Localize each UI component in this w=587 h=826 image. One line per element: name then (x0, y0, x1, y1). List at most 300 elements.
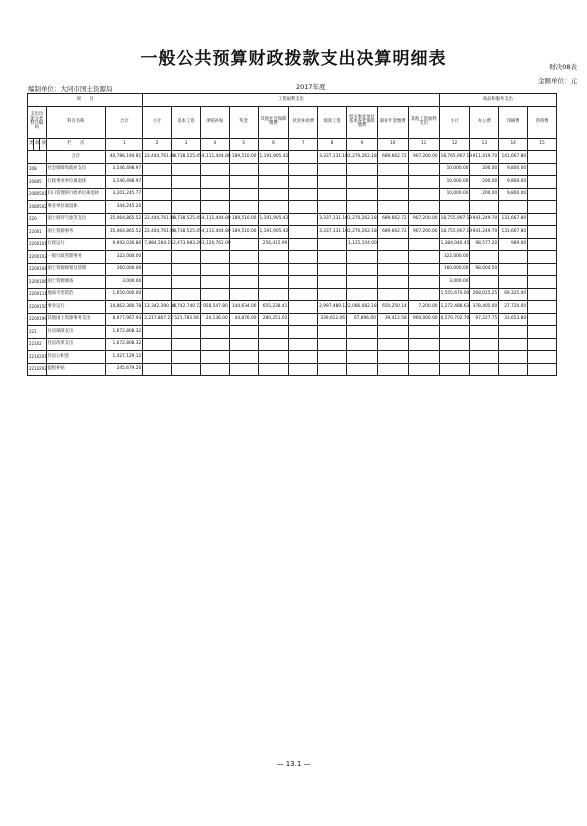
col-num-13: 13 (470, 138, 499, 151)
row-value-col-1: 322,000.00 (106, 251, 143, 264)
row-value-col-9: 2,270,262.18 (346, 151, 377, 164)
row-value-col-1: 245,679.20 (106, 363, 143, 376)
row-value-col-12 (439, 201, 470, 214)
row-code: 220 (28, 213, 47, 226)
row-value-col-5 (229, 201, 258, 214)
row-value-col-9 (346, 326, 377, 339)
row-value-col-9: 2,086,082.18 (346, 301, 377, 314)
row-value-col-7 (289, 201, 318, 214)
row-name: 住房改革支出 (46, 338, 106, 351)
row-value-col-7 (289, 263, 318, 276)
row-name: 归口管理的行政单位离退休 (46, 188, 106, 201)
row-value-col-5 (229, 188, 258, 201)
row-value-col-2 (143, 201, 172, 214)
row-value-col-6 (258, 338, 289, 351)
row-value-col-15 (528, 276, 557, 289)
row-value-col-3: 521,783.56 (172, 313, 201, 326)
table-row (28, 226, 557, 239)
col-num-9: 9 (346, 138, 377, 151)
row-value-col-10: 689,662.72 (377, 151, 408, 164)
row-code: 208 (28, 163, 47, 176)
header-lei: 类 (28, 138, 34, 151)
row-value-col-10 (377, 351, 408, 364)
header-code: 支出功能分类科目编码 (28, 106, 47, 138)
col-num-4: 4 (200, 138, 229, 151)
row-value-col-7 (289, 151, 318, 164)
row-value-col-10 (377, 238, 408, 251)
row-value-col-6 (258, 201, 289, 214)
row-value-col-7 (289, 238, 318, 251)
row-value-col-14: 131,667.80 (499, 213, 528, 226)
row-value-col-10: 39,412.58 (377, 313, 408, 326)
currency-unit: 金额单位：元 (538, 77, 577, 85)
row-value-col-4 (200, 338, 229, 351)
row-value-col-15 (528, 288, 557, 301)
row-value-col-3: 2,473,983.20 (172, 238, 201, 251)
row-value-col-3 (172, 288, 201, 301)
row-value-col-13 (470, 338, 499, 351)
row-value-col-15 (528, 163, 557, 176)
row-name: 住房保障支出 (46, 326, 106, 339)
row-value-col-6: 256,415.99 (258, 238, 289, 251)
col-num-8: 8 (318, 138, 347, 151)
row-value-col-12: 1,272,488.63 (439, 301, 470, 314)
row-value-col-5 (229, 326, 258, 339)
row-code: 2200102 (28, 251, 47, 264)
row-value-col-3 (172, 188, 201, 201)
row-code: 2080501 (28, 188, 47, 201)
col-num-12: 12 (439, 138, 470, 151)
row-value-col-1: 3,546,498.97 (106, 176, 143, 189)
row-name: 事业单位离退休 (46, 201, 106, 214)
row-value-col-12: 10,000.00 (439, 176, 470, 189)
row-value-col-4: 4,111,444.80 (200, 226, 229, 239)
row-value-col-15 (528, 263, 557, 276)
row-value-col-5 (229, 263, 258, 276)
row-code: 20805 (28, 176, 47, 189)
row-value-col-6 (258, 288, 289, 301)
row-value-col-15 (528, 251, 557, 264)
table-row (28, 313, 557, 326)
row-value-col-1: 344,245.20 (106, 201, 143, 214)
row-value-col-8 (318, 263, 347, 276)
row-value-col-2 (143, 188, 172, 201)
row-value-col-1: 14,862,380.78 (106, 301, 143, 314)
table-row (28, 188, 557, 201)
row-value-col-8 (318, 338, 347, 351)
row-value-col-13 (470, 251, 499, 264)
row-value-col-3 (172, 176, 201, 189)
row-value-col-10 (377, 201, 408, 214)
row-value-col-1: 1,672,808.32 (106, 338, 143, 351)
row-value-col-7 (289, 363, 318, 376)
row-value-col-5 (229, 276, 258, 289)
row-value-col-8 (318, 188, 347, 201)
row-value-col-8 (318, 238, 347, 251)
row-value-col-2 (143, 326, 172, 339)
header-kuan: 款 (34, 138, 40, 151)
col-num-6: 6 (258, 138, 289, 151)
table-row (28, 213, 557, 226)
row-value-col-6 (258, 263, 289, 276)
row-name: 地质灾害防治 (46, 288, 106, 301)
row-value-col-12: 10,000.00 (439, 188, 470, 201)
row-value-col-10 (377, 363, 408, 376)
row-code (28, 151, 47, 164)
row-value-col-3: 8,738,525.45 (172, 226, 201, 239)
row-value-col-13: 200.00 (470, 163, 499, 176)
row-value-col-9: 2,270,262.18 (346, 226, 377, 239)
row-value-col-7 (289, 351, 318, 364)
page-number: — 13.1 — (276, 760, 311, 768)
row-value-col-5 (229, 288, 258, 301)
row-value-col-11 (408, 263, 439, 276)
row-value-col-12: 18,765,907.19 (439, 151, 470, 164)
row-value-col-2 (143, 363, 172, 376)
row-value-col-14: 141,667.80 (499, 151, 528, 164)
row-value-col-1: 160,000.00 (106, 263, 143, 276)
row-code: 2200101 (28, 238, 47, 251)
row-value-col-12: 18,755,907.19 (439, 213, 470, 226)
table-row (28, 363, 557, 376)
row-value-col-1: 3,201,245.77 (106, 188, 143, 201)
header-sub-1: 基本工资 (172, 106, 201, 138)
header-lan-ci: 栏 次 (46, 138, 106, 151)
row-value-col-1: 8,977,967.93 (106, 313, 143, 326)
row-value-col-11: 907,200.00 (408, 226, 439, 239)
col-num-15: 15 (528, 138, 557, 151)
row-value-col-3: 8,738,525.45 (172, 213, 201, 226)
row-value-col-9 (346, 276, 377, 289)
row-value-col-3 (172, 163, 201, 176)
row-code: 2200150 (28, 301, 47, 314)
col-num-3: 3 (172, 138, 201, 151)
row-value-col-6 (258, 163, 289, 176)
row-value-col-2 (143, 351, 172, 364)
row-value-col-11 (408, 251, 439, 264)
row-value-col-10 (377, 263, 408, 276)
header-sub-7: 机关事业单位基本养老保险缴费 (346, 106, 377, 138)
row-value-col-9: 67,896.00 (346, 313, 377, 326)
header-total: 合计 (106, 106, 143, 138)
row-value-col-11: 907,200.00 (408, 151, 439, 164)
row-value-col-13: 200.00 (470, 176, 499, 189)
row-value-col-5 (229, 238, 258, 251)
header-sub-10: 小计 (439, 106, 470, 138)
row-value-col-3 (172, 338, 201, 351)
row-value-col-6 (258, 188, 289, 201)
row-value-col-15 (528, 301, 557, 314)
row-value-col-8 (318, 201, 347, 214)
row-value-col-2 (143, 288, 172, 301)
row-value-col-10 (377, 338, 408, 351)
row-value-col-1: 35,464,865.52 (106, 226, 143, 239)
row-code: 2200111 (28, 288, 47, 301)
row-value-col-7 (289, 213, 318, 226)
row-code: 2080502 (28, 201, 47, 214)
row-name: 行政运行 (46, 238, 106, 251)
row-value-col-3 (172, 351, 201, 364)
row-value-col-11 (408, 163, 439, 176)
row-value-col-8: 3,337,131.10 (318, 151, 347, 164)
row-value-col-14: 9,800.00 (499, 163, 528, 176)
row-value-col-12: 3,000.00 (439, 276, 470, 289)
row-value-col-3 (172, 201, 201, 214)
row-value-col-13 (470, 326, 499, 339)
row-value-col-9 (346, 351, 377, 364)
row-value-col-13: 97,227.75 (470, 313, 499, 326)
row-value-col-12: 1,384,046.45 (439, 238, 470, 251)
row-value-col-1: 3,546,498.97 (106, 163, 143, 176)
table-row (28, 251, 557, 264)
row-value-col-1: 3,000.00 (106, 276, 143, 289)
row-value-col-11 (408, 363, 439, 376)
header-sub-9: 其他工资福利支出 (408, 106, 439, 138)
table-row (28, 176, 557, 189)
row-value-col-2: 2,217,807.22 (143, 313, 172, 326)
row-value-col-6 (258, 326, 289, 339)
row-value-col-11: 7,200.00 (408, 301, 439, 314)
row-value-col-9: 2,270,262.18 (346, 213, 377, 226)
row-value-col-6: 655,238.41 (258, 301, 289, 314)
row-value-col-3: 4,742,740.72 (172, 301, 201, 314)
row-value-col-4: 3,126,761.00 (200, 238, 229, 251)
row-value-col-12: 160,000.00 (439, 263, 470, 276)
row-value-col-12 (439, 338, 470, 351)
col-num-10: 10 (377, 138, 408, 151)
row-value-col-4 (200, 263, 229, 276)
row-value-col-9 (346, 163, 377, 176)
row-value-col-15 (528, 188, 557, 201)
row-value-col-5: 189,510.00 (229, 213, 258, 226)
col-num-2: 2 (143, 138, 172, 151)
row-value-col-2 (143, 163, 172, 176)
row-value-col-14 (499, 326, 528, 339)
row-value-col-13: 268,025.25 (470, 288, 499, 301)
table-row (28, 301, 557, 314)
row-value-col-15 (528, 338, 557, 351)
compiling-unit: 编制单位：大同市国土资源局 (28, 85, 113, 93)
row-value-col-12 (439, 326, 470, 339)
row-code: 2200199 (28, 313, 47, 326)
row-value-col-14: 69,325.00 (499, 288, 528, 301)
row-value-col-14 (499, 201, 528, 214)
row-value-col-6: 1,191,905.42 (258, 226, 289, 239)
table-row (28, 351, 557, 364)
row-value-col-9: 1,125,104.00 (346, 238, 377, 251)
expenditure-table (27, 93, 557, 376)
row-name: 住房公积金 (46, 351, 106, 364)
table-row (28, 276, 557, 289)
row-value-col-7 (289, 188, 318, 201)
row-value-col-8 (318, 351, 347, 364)
row-value-col-14 (499, 251, 528, 264)
row-value-col-13: 941,249.70 (470, 226, 499, 239)
row-value-col-15 (528, 313, 557, 326)
row-value-col-4 (200, 163, 229, 176)
row-value-col-14 (499, 263, 528, 276)
row-value-col-2: 7,884,564.15 (143, 238, 172, 251)
table-row (28, 288, 557, 301)
row-value-col-2 (143, 176, 172, 189)
row-value-col-11 (408, 351, 439, 364)
row-value-col-13 (470, 351, 499, 364)
col-num-14: 14 (499, 138, 528, 151)
row-value-col-3 (172, 363, 201, 376)
table-row (28, 201, 557, 214)
row-value-col-6 (258, 251, 289, 264)
row-value-col-12: 322,000.00 (439, 251, 470, 264)
row-value-col-14: 989.00 (499, 238, 528, 251)
row-value-col-5: 189,510.00 (229, 226, 258, 239)
row-value-col-12: 6,570,702.70 (439, 313, 470, 326)
header-xiang: 项 (40, 138, 46, 151)
row-value-col-15 (528, 151, 557, 164)
row-value-col-9 (346, 263, 377, 276)
header-sub-0: 小计 (143, 106, 172, 138)
row-value-col-12 (439, 363, 470, 376)
header-project: 项 目 (28, 94, 143, 107)
row-value-col-6 (258, 351, 289, 364)
row-value-col-4 (200, 363, 229, 376)
row-name: 其他国土资源事务支出 (46, 313, 106, 326)
row-value-col-9 (346, 363, 377, 376)
row-value-col-3: 8,738,525.45 (172, 151, 201, 164)
row-value-col-8 (318, 276, 347, 289)
row-name: 社会保障和就业支出 (46, 163, 106, 176)
row-value-col-4: 958,547.80 (200, 301, 229, 314)
row-value-col-15 (528, 176, 557, 189)
row-value-col-14 (499, 338, 528, 351)
row-value-col-13: 941,249.70 (470, 213, 499, 226)
row-value-col-4 (200, 276, 229, 289)
row-value-col-14: 9,800.00 (499, 188, 528, 201)
row-value-col-4 (200, 326, 229, 339)
row-value-col-2 (143, 263, 172, 276)
row-value-col-2 (143, 251, 172, 264)
row-value-col-8 (318, 326, 347, 339)
col-num-1: 1 (106, 138, 143, 151)
row-name: 提租补贴 (46, 363, 106, 376)
row-value-col-13: 378,405.00 (470, 301, 499, 314)
row-value-col-10 (377, 276, 408, 289)
row-value-col-3 (172, 326, 201, 339)
row-value-col-15 (528, 226, 557, 239)
row-value-col-1: 35,464,865.52 (106, 213, 143, 226)
header-sub-6: 绩效工资 (318, 106, 347, 138)
row-value-col-4 (200, 288, 229, 301)
row-code: 2210201 (28, 351, 47, 364)
row-value-col-4 (200, 176, 229, 189)
table-row (28, 238, 557, 251)
row-value-col-14: 9,800.00 (499, 176, 528, 189)
row-value-col-4 (200, 251, 229, 264)
row-value-col-10 (377, 251, 408, 264)
row-value-col-4 (200, 201, 229, 214)
table-row (28, 326, 557, 339)
row-value-col-7 (289, 276, 318, 289)
row-value-col-13 (470, 276, 499, 289)
row-value-col-10 (377, 176, 408, 189)
row-value-col-7 (289, 163, 318, 176)
row-value-col-11 (408, 338, 439, 351)
row-value-col-11: 907,200.00 (408, 213, 439, 226)
row-value-col-1: 1,650,000.00 (106, 288, 143, 301)
row-code: 22001 (28, 226, 47, 239)
row-value-col-5 (229, 176, 258, 189)
row-value-col-5 (229, 251, 258, 264)
row-value-col-15 (528, 213, 557, 226)
row-value-col-13: 98,577.20 (470, 238, 499, 251)
header-sub-11: 办公费 (470, 106, 499, 138)
row-value-col-5 (229, 363, 258, 376)
header-sub-2: 津贴补贴 (200, 106, 229, 138)
row-value-col-9 (346, 188, 377, 201)
row-value-col-7 (289, 288, 318, 301)
header-sub-4: 其他社会保障缴费 (258, 106, 289, 138)
row-value-col-6 (258, 363, 289, 376)
row-value-col-11: 900,000.00 (408, 313, 439, 326)
header-sub-8: 职业年金缴费 (377, 106, 408, 138)
row-value-col-8 (318, 251, 347, 264)
row-value-col-1: 40,786,194.81 (106, 151, 143, 164)
row-value-col-14 (499, 276, 528, 289)
row-value-col-9 (346, 201, 377, 214)
row-value-col-2 (143, 276, 172, 289)
row-value-col-2: 22,444,761.80 (143, 226, 172, 239)
row-value-col-10 (377, 188, 408, 201)
row-value-col-15 (528, 238, 557, 251)
row-value-col-2: 22,444,761.80 (143, 151, 172, 164)
row-value-col-6 (258, 276, 289, 289)
row-value-col-6 (258, 176, 289, 189)
header-basic-group: 工资福利支出 (143, 94, 439, 107)
row-value-col-14: 33,653.80 (499, 313, 528, 326)
row-value-col-11 (408, 188, 439, 201)
row-value-col-3 (172, 276, 201, 289)
header-name: 科目名称 (46, 106, 106, 138)
row-value-col-11 (408, 201, 439, 214)
row-value-col-13: 200.00 (470, 188, 499, 201)
row-value-col-15 (528, 363, 557, 376)
row-value-col-4: 4,111,444.80 (200, 151, 229, 164)
header-sub-3: 奖金 (229, 106, 258, 138)
row-value-col-9 (346, 251, 377, 264)
row-value-col-10 (377, 326, 408, 339)
row-value-col-11 (408, 276, 439, 289)
row-value-col-6: 1,191,905.42 (258, 151, 289, 164)
row-code: 2210202 (28, 363, 47, 376)
table-row (28, 338, 557, 351)
row-value-col-3 (172, 251, 201, 264)
row-value-col-11 (408, 176, 439, 189)
row-value-col-1: 1,672,808.32 (106, 326, 143, 339)
row-value-col-8 (318, 363, 347, 376)
row-value-col-12: 10,000.00 (439, 163, 470, 176)
row-value-col-7 (289, 301, 318, 314)
row-value-col-2 (143, 338, 172, 351)
row-value-col-7 (289, 226, 318, 239)
row-code: 221 (28, 326, 47, 339)
row-value-col-13: 98,004.50 (470, 263, 499, 276)
row-value-col-13 (470, 201, 499, 214)
row-value-col-12: 18,755,907.19 (439, 226, 470, 239)
row-value-col-11 (408, 238, 439, 251)
table-row (28, 163, 557, 176)
row-value-col-4 (200, 188, 229, 201)
row-value-col-7 (289, 313, 318, 326)
row-value-col-11 (408, 288, 439, 301)
